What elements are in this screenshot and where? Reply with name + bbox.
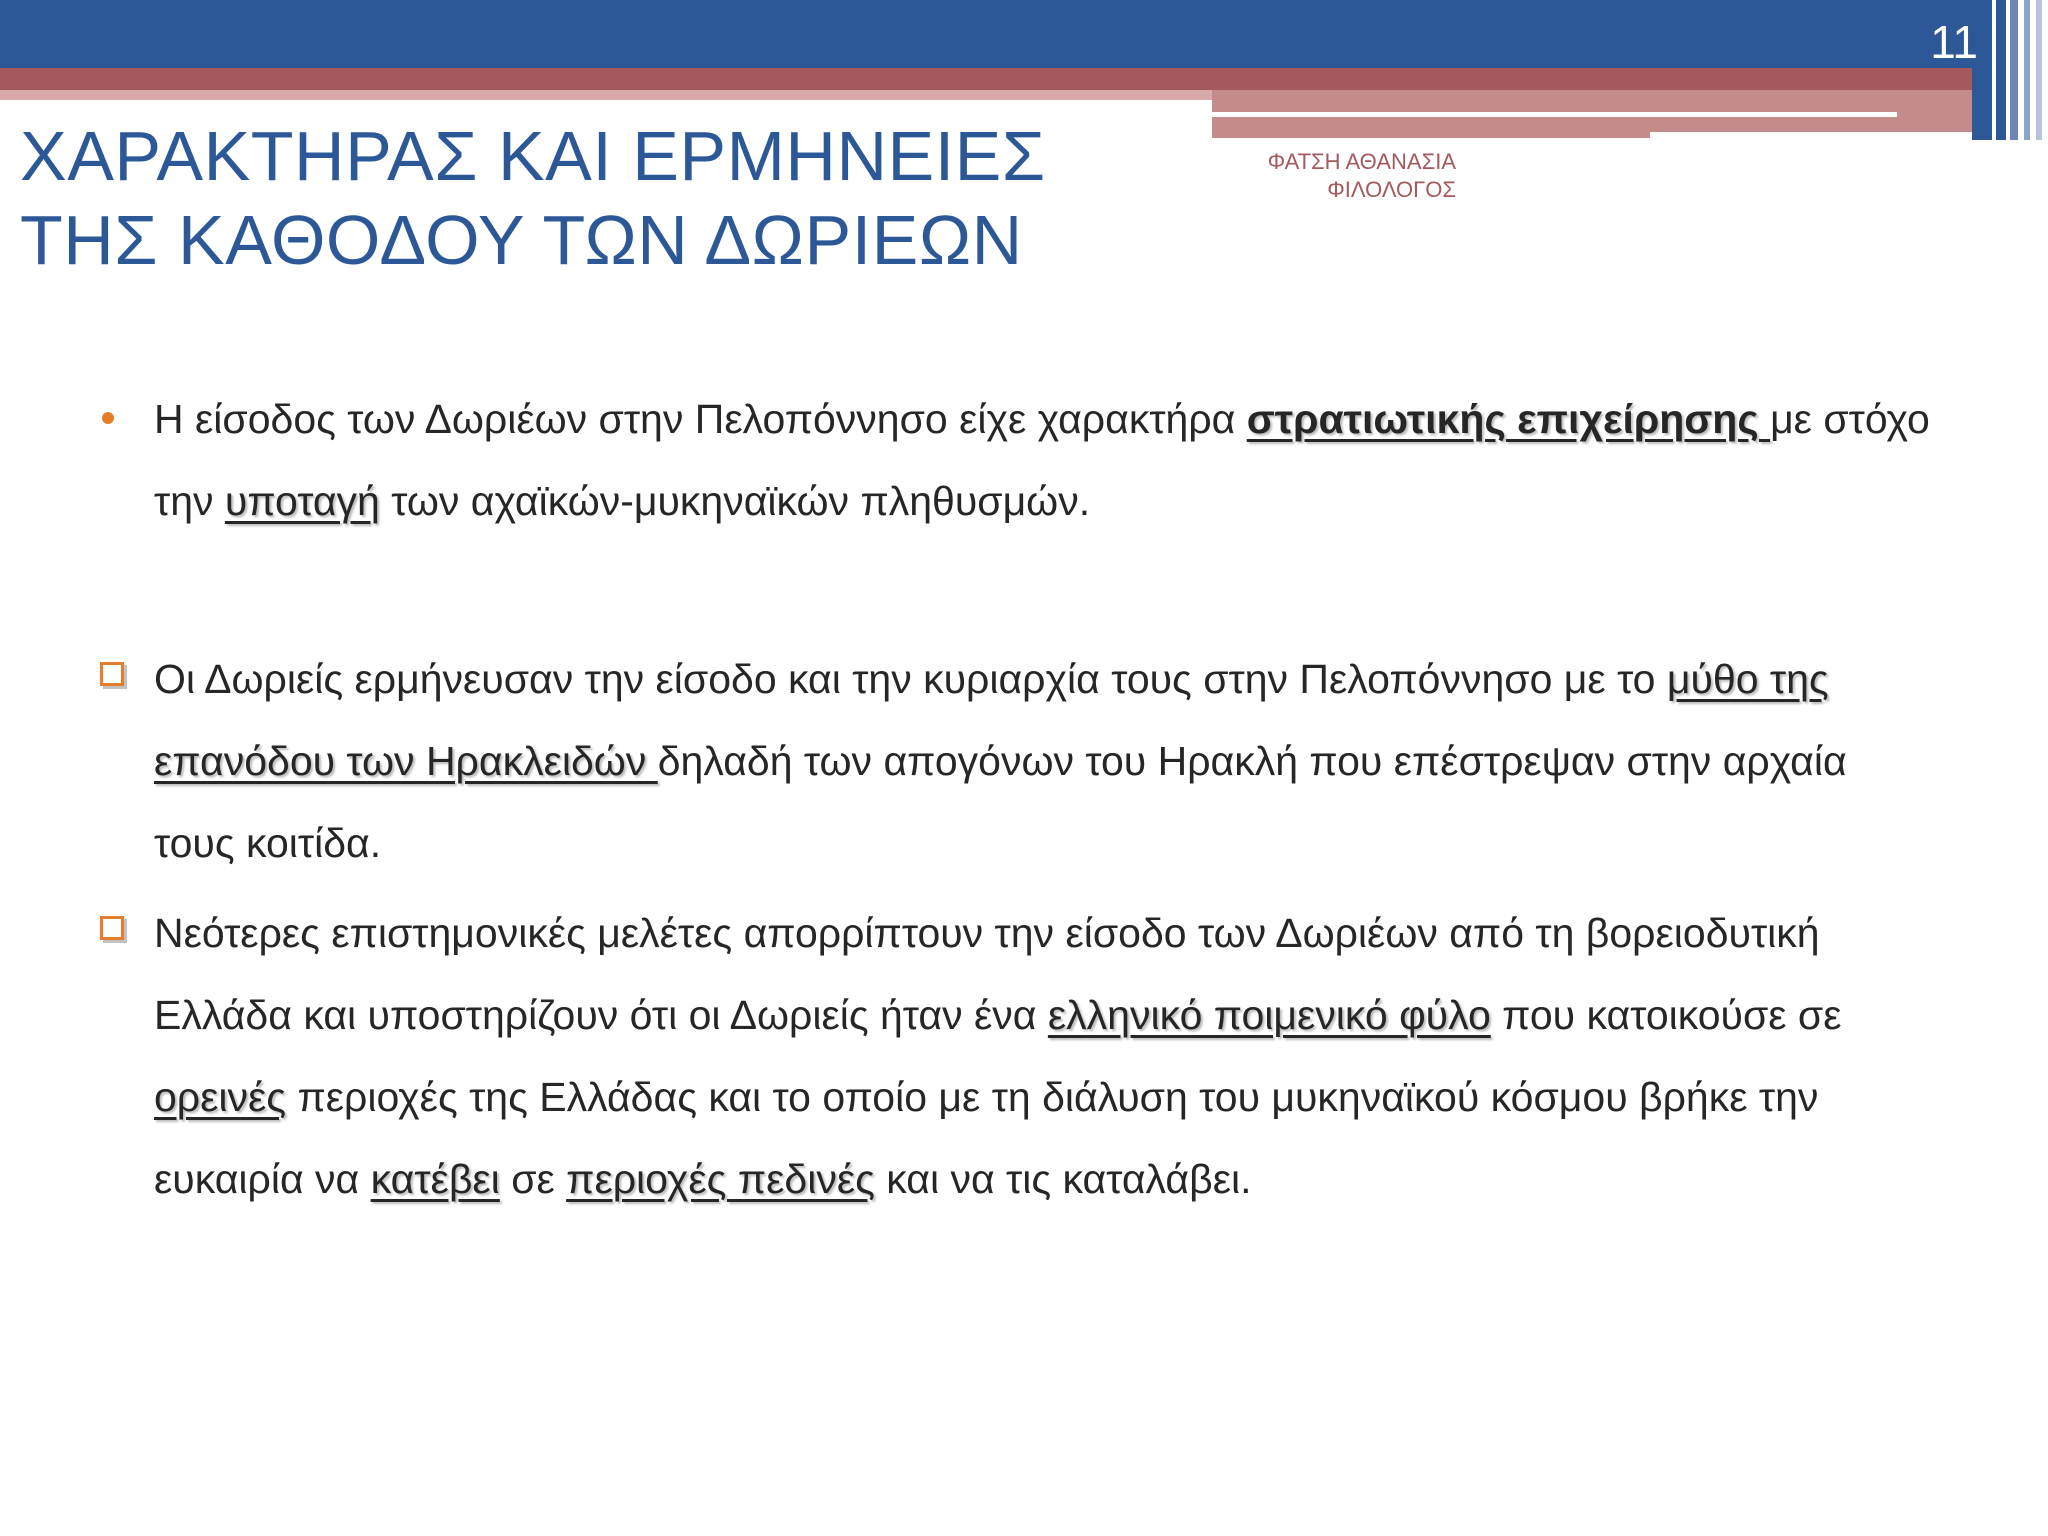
header-bar [0,0,2048,68]
emphasis-subjugation: υποταγή [224,478,380,524]
author-name: ΦΑΤΣΗ ΑΘΑΝΑΣΙΑ [1267,149,1456,174]
slide-number: 11 [1930,16,1978,68]
emphasis-pastoral-tribe: ελληνικό ποιμενικό φύλο [1047,992,1491,1038]
header-band-red [0,68,2048,90]
header-band-pink [0,90,1212,100]
emphasis-mountainous: ορεινές [154,1074,287,1120]
emphasis-heraclidae-myth: μύθο της επανόδου των Ηρακλειδών [154,656,1829,784]
bullet-item-modern-studies [154,892,1934,1220]
header-band-accent [1650,132,1972,138]
bullet-text: σε [499,1156,567,1202]
author-block [1200,148,1456,204]
slide-title [20,114,1046,282]
slide-title-line-2: ΤΗΣ ΚΑΘΟΔΟΥ ΤΩΝ ΔΩΡΙΕΩΝ [20,201,1023,279]
checkbox-bullet-icon [100,662,124,686]
bullet-text: με στόχο την [154,396,1930,524]
bullet-text: και να τις καταλάβει. [874,1156,1252,1202]
bullet-text: δηλαδή των απογόνων του Ηρακλή που επέστρεψαν στην αρχαία τους κοιτίδα. [154,738,1847,866]
bullet-text: περιοχές της Ελλάδας και το οποίο με τη διάλυση του μυκηναϊκού κόσμου βρήκε την ευκαιρία να [154,1074,1819,1202]
dot-bullet-icon [102,412,114,424]
bullet-text: που κατοικούσε σε [1490,992,1842,1038]
bullet-text: Νεότερες επιστημονικές μελέτες απορρίπτουν την είσοδο των Δωριέων από τη βορειοδυτική Ελλάδα και υποστηρίζουν ότι οι Δωριείς ήταν ένα [154,910,1820,1038]
bullet-text: Η είσοδος των Δωριέων στην Πελοπόννησο είχε χαρακτήρα [154,396,1247,442]
bullet-item-military-expedition [154,378,1934,542]
emphasis-lowland-areas: περιοχές πεδινές [566,1156,875,1202]
header-right-stripes [1972,0,2048,140]
slide-title-line-1: ΧΑΡΑΚΤΗΡΑΣ ΚΑΙ ΕΡΜΗΝΕΙΕΣ [20,117,1046,195]
bullet-text: Οι Δωριείς ερμήνευσαν την είσοδο και την κυριαρχία τους στην Πελοπόννησο με το [154,656,1667,702]
emphasis-military-expedition: στρατιωτικής επιχείρησης [1246,396,1771,442]
header-band-line [1212,112,1897,117]
bullet-item-heraclidae-myth [154,638,1934,884]
emphasis-descend: κατέβει [370,1156,500,1202]
author-role: ΦΙΛΟΛΟΓΟΣ [1327,177,1456,202]
checkbox-bullet-icon [100,916,124,940]
bullet-text: των αχαϊκών-μυκηναϊκών πληθυσμών. [379,478,1091,524]
